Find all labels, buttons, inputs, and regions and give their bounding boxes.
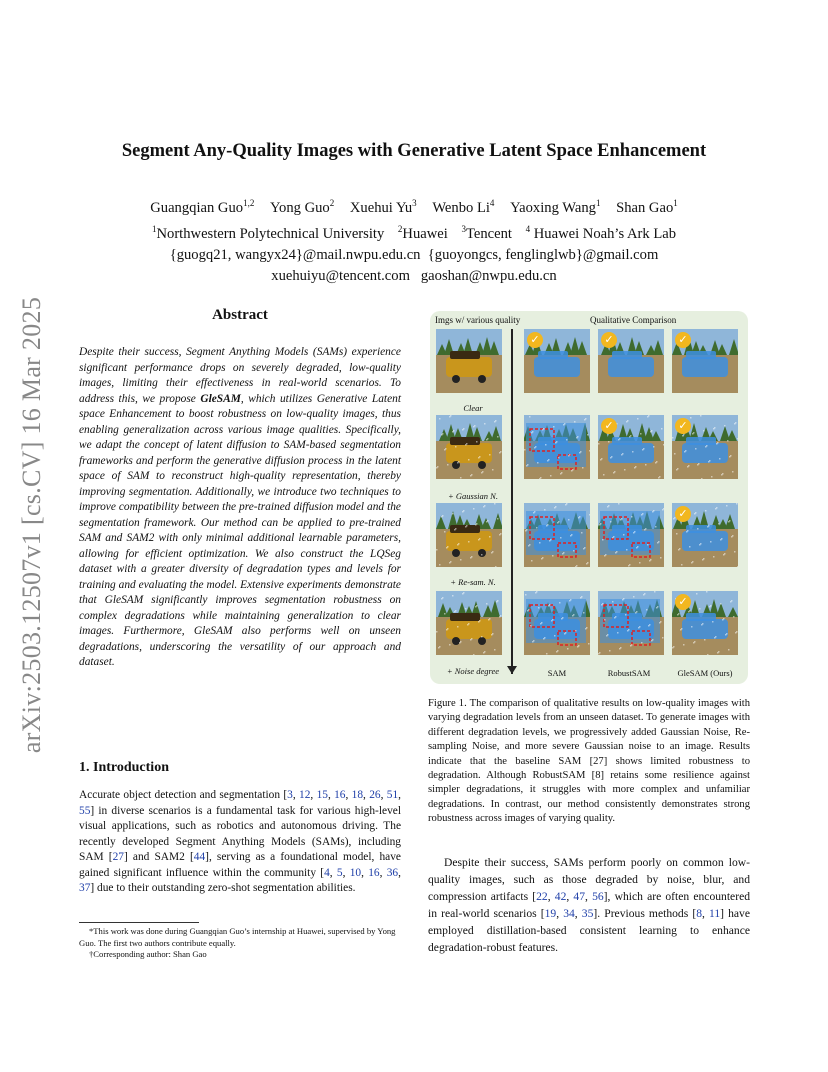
author: Yong Guo$^2$	[269, 198, 335, 216]
email-line: xuehuiyu@tencent.com gaoshan@nwpu.edu.cn	[271, 267, 557, 284]
citation-link[interactable]: 44	[193, 851, 206, 863]
row-label: + Noise degree	[446, 666, 500, 676]
segmentation-result-image	[672, 329, 738, 393]
citation-link[interactable]: 18	[351, 789, 364, 801]
segmentation-result-image	[598, 503, 664, 567]
segmentation-result-image	[524, 591, 590, 655]
footnotes	[79, 926, 401, 961]
author: Yaoxing Wang$^1$	[510, 198, 601, 216]
segmentation-result-image	[524, 503, 590, 567]
author: Wenbo Li$^4$	[432, 198, 495, 216]
input-image	[436, 591, 502, 655]
citation-link[interactable]: 35	[581, 907, 594, 920]
column-label: RobustSAM	[607, 668, 651, 678]
affiliation-list	[60, 219, 768, 245]
citation-link[interactable]: 16	[368, 866, 380, 879]
citation-link[interactable]: 22	[536, 890, 548, 903]
figure-right-header: Qualitative Comparison	[590, 315, 677, 325]
input-image	[436, 329, 502, 393]
check-icon: ✓	[675, 506, 691, 522]
citation-link[interactable]: 51	[386, 789, 399, 801]
check-icon: ✓	[601, 418, 617, 434]
method-name: GleSAM	[200, 392, 241, 405]
segmentation-result-image	[672, 415, 738, 479]
segmentation-result-image	[598, 415, 664, 479]
authors-block	[60, 193, 768, 287]
row-label: + Gaussian N.	[448, 491, 498, 501]
affiliation: $^1$Northwestern Polytechnical University	[151, 223, 385, 242]
author: Shan Gao$^1$	[616, 198, 678, 216]
citation-link[interactable]: 5	[336, 866, 343, 879]
check-icon: ✓	[675, 594, 691, 610]
intro-paragraph: Accurate object detection and segmentation [3, 12, 15, 16, 18, 26, 51, 55] in diverse scenarios is a fundamental task for various high-level visual applications, such as robotics and autonomous driving. The recently developed Segment Anything Models (SAMs), including SAM [27] and SAM2 [44], serving as a foundational model, have gained significant influence within the community [4, 5, 10, 16, 36, 37] due to their outstanding zero-shot segmentation abilities.	[79, 789, 401, 894]
figure-left-header: Imgs w/ various quality	[435, 315, 521, 325]
body-paragraph: Despite their success, SAMs perform poorly on common low-quality images, such as those degraded by noise, blur, and compression artifacts [22, 42, 47, 56], which are often encountered in real-world scenarios [19, 34, 35]. Previous methods [8, 11] have employed distillation-based consistent learning to enhance degradation-robust features.	[428, 856, 751, 954]
column-label: GleSAM (Ours)	[677, 668, 733, 678]
footnote-divider	[79, 922, 199, 923]
citation-link[interactable]: 10	[349, 866, 362, 879]
check-icon: ✓	[675, 332, 691, 348]
abstract-heading: Abstract	[212, 307, 268, 323]
row-label: Clear	[463, 403, 483, 413]
citation-link[interactable]: 42	[554, 890, 567, 903]
affiliation: $^4$ Huawei Noah’s Ark Lab	[525, 223, 677, 242]
segmentation-result-image	[598, 329, 664, 393]
citation-link[interactable]: 15	[316, 789, 328, 801]
figure-1	[430, 311, 748, 684]
segmentation-result-image	[524, 329, 590, 393]
arxiv-stamp-text: arXiv:2503.12507v1 [cs.CV] 16 Mar 2025	[17, 296, 47, 754]
section-heading-introduction: 1. Introduction	[79, 760, 169, 775]
email-line: {guogq21, wangyx24}@mail.nwpu.edu.cn {guoyongcs, fenglinglwb}@gmail.com	[169, 246, 659, 263]
citation-link[interactable]: 56	[592, 890, 604, 903]
check-icon: ✓	[601, 332, 617, 348]
citation-link[interactable]: 4	[324, 866, 330, 879]
column-label: SAM	[547, 668, 567, 678]
input-image	[436, 503, 502, 567]
abstract-text: Despite their success, Segment Anything Models (SAMs) experience significant performance drops on severely degraded, low-quality images, limiting their effectiveness in real-world scenarios. To address this, we propose GleSAM, which utilizes Generative Latent space Enhancement to boost robustness on low-quality images, thus enabling generalization across various image qualities. Specifically, we adapt the concept of latent diffusion to SAM-based segmentation frameworks and perform the generative diffusion process in the latent space of SAM to reconstruct high-quality representation, thereby improving segmentation. Additionally, we introduce two techniques to improve compatibility between the pre-trained diffusion model and the segmentation framework. Our method can be applied to pre-trained SAM and SAM2 with only minimal additional learnable parameters, allowing for efficient optimization. We also construct the LQSeg dataset with a greater diversity of degradation types and levels for training and evaluating the model. Extensive experiments demonstrate that GleSAM significantly improves segmentation robustness on complex degradations while maintaining generalization to clear images. Furthermore, GleSAM also performs well on unseen degradations, underscoring the versatility of our approach and dataset.	[79, 346, 401, 668]
segmentation-result-image	[672, 591, 738, 655]
citation-link[interactable]: 16	[334, 789, 346, 801]
citation-link[interactable]: 47	[573, 890, 586, 903]
citation-link[interactable]: 19	[544, 907, 557, 920]
author: Guangqian Guo$^{1,2}$	[150, 198, 255, 216]
affiliation: $^2$Huawei	[397, 223, 448, 242]
citation-link[interactable]: 27	[112, 851, 124, 863]
check-icon: ✓	[675, 418, 691, 434]
paper-title: Segment Any-Quality Images with Generative Latent Space Enhancement	[121, 141, 707, 161]
row-label: + Re-sam. N.	[450, 577, 496, 587]
footnote: *This work was done during Guangqian Guo’s internship at Huawei, supervised by Yong Guo. The first two authors contribute equally.	[79, 926, 396, 948]
citation-link[interactable]: 11	[708, 907, 721, 920]
author-list	[60, 193, 768, 219]
citation-link[interactable]: 55	[79, 804, 91, 817]
citation-link[interactable]: 3	[287, 789, 293, 801]
segmentation-result-image	[524, 415, 590, 479]
degradation-arrow	[511, 329, 513, 674]
footnote: †Corresponding author: Shan Gao	[89, 949, 207, 959]
citation-link[interactable]: 12	[299, 789, 311, 801]
citation-link[interactable]: 34	[563, 907, 575, 920]
input-image	[436, 415, 502, 479]
author: Xuehui Yu$^3$	[349, 198, 417, 216]
citation-link[interactable]: 26	[369, 789, 381, 801]
citation-link[interactable]: 8	[696, 907, 702, 920]
segmentation-result-image	[598, 591, 664, 655]
citation-link[interactable]: 37	[79, 882, 91, 894]
citation-link[interactable]: 36	[386, 866, 399, 879]
figure-caption: Figure 1. The comparison of qualitative results on low-quality images with varying degradation levels from an unseen dataset. To generate images with different degradation levels, we progressively added Gaussian Noise, Re-sampling Noise, and more severe Gaussian noise to an image. Results indicate that the baseline SAM [27] shows limited robustness to degradation. Although RobustSAM [8] retains some resilience against simpler degradations, it struggles with more complex and unfamiliar degradations. In contrast, our method consistently demonstrates strong robustness across images of varying quality.	[428, 698, 750, 825]
affiliation: $^3$Tencent	[461, 223, 512, 242]
check-icon: ✓	[527, 332, 543, 348]
arxiv-stamp	[10, 290, 54, 760]
segmentation-result-image	[672, 503, 738, 567]
